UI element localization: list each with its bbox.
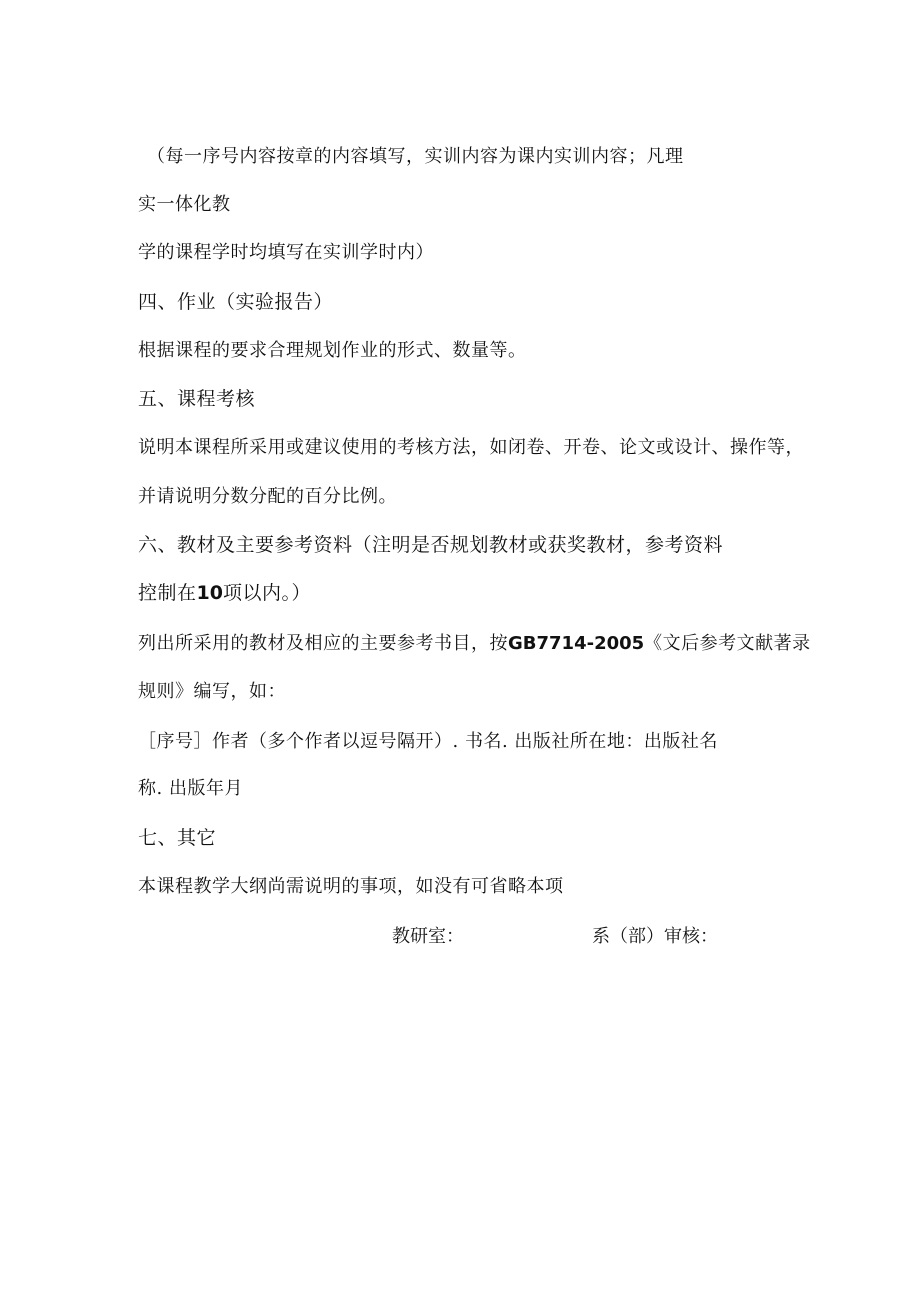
section-6-heading-prefix: 控制在 <box>138 582 197 604</box>
note-line-2: 实一体化教 <box>138 194 231 215</box>
section-5-heading: 五、课程考核 <box>138 388 256 410</box>
citation-format-line-2: 称. 出版年月 <box>138 778 243 799</box>
section-6-heading-line-2 <box>138 582 311 604</box>
note-line-1: （每一序号内容按章的内容填写，实训内容为课内实训内容；凡理 <box>147 146 684 167</box>
department-review-label: 系（部）审核： <box>592 926 718 947</box>
section-6-body-line-1 <box>138 633 811 655</box>
section-4-heading: 四、作业（实验报告） <box>138 291 334 313</box>
note-line-3: 学的课程学时均填写在实训学时内） <box>138 242 434 263</box>
teaching-office-label: 教研室： <box>392 926 464 947</box>
section-5-body-line-2: 并请说明分数分配的百分比例。 <box>138 486 397 507</box>
standard-code: GB7714-2005 <box>508 633 645 654</box>
section-6-body-prefix: 列出所采用的教材及相应的主要参考书目，按 <box>138 633 508 654</box>
section-6-heading-line-1: 六、教材及主要参考资料（注明是否规划教材或获奖教材，参考资料 <box>138 534 724 556</box>
section-6-body-line-2: 规则》编写，如： <box>138 681 286 702</box>
reference-limit-number: 10 <box>196 582 223 604</box>
section-6-body-suffix: 《文后参考文献著录 <box>644 633 811 654</box>
section-7-heading: 七、其它 <box>138 827 217 849</box>
section-7-body: 本课程教学大纲尚需说明的事项，如没有可省略本项 <box>138 876 564 897</box>
citation-format-line-1: ［序号］作者（多个作者以逗号隔开）. 书名. 出版社所在地：出版社名 <box>138 731 718 752</box>
section-4-body: 根据课程的要求合理规划作业的形式、数量等。 <box>138 340 527 361</box>
section-5-body-line-1: 说明本课程所采用或建议使用的考核方法，如闭卷、开卷、论文或设计、操作等， <box>138 437 804 458</box>
section-6-heading-suffix: 项以内。） <box>222 582 311 604</box>
